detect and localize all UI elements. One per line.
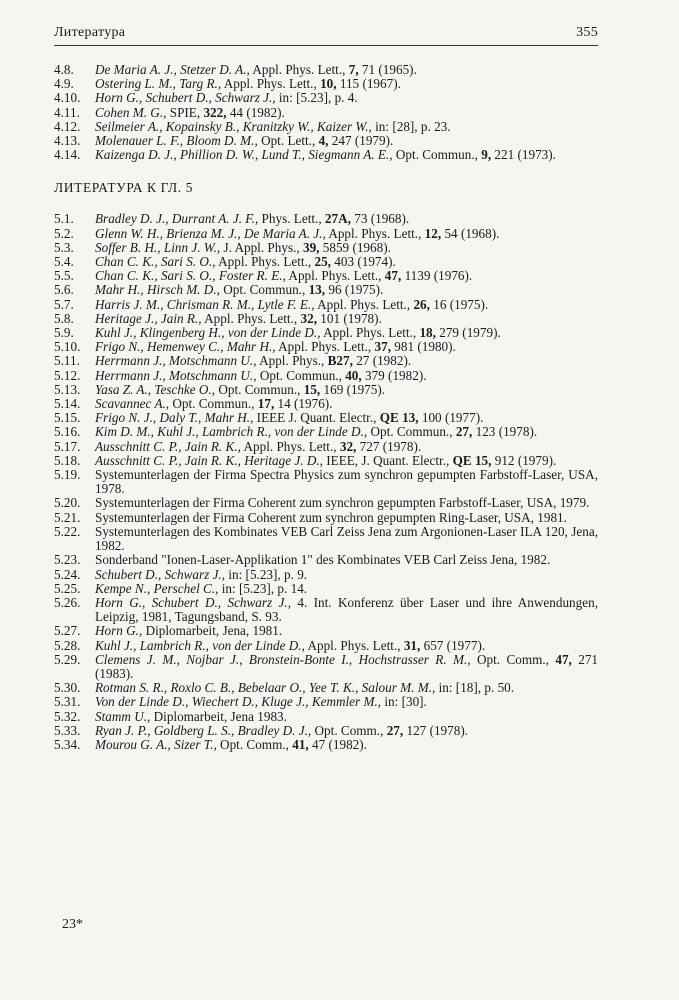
reference-number: 5.24. — [54, 566, 81, 582]
reference-item — [54, 653, 598, 681]
reference-item — [54, 106, 598, 120]
reference-item — [54, 454, 598, 468]
reference-authors: Cohen M. G., — [95, 104, 167, 120]
reference-item — [54, 738, 598, 752]
reference-text — [95, 596, 598, 624]
reference-pages-year: 73 (1968). — [350, 211, 410, 227]
reference-text — [95, 397, 598, 411]
reference-authors: Scavannec A., — [95, 396, 170, 412]
reference-pages-year: 403 (1974). — [330, 254, 396, 270]
reference-source: Diplomarbeit, Jena 1983. — [150, 708, 287, 724]
reference-text — [95, 468, 598, 496]
reference-volume: 31, — [403, 637, 421, 653]
reference-pages-year: 100 (1977). — [418, 410, 484, 426]
running-header — [54, 22, 598, 44]
reference-text — [95, 298, 598, 312]
reference-pages-year: 115 (1967). — [336, 76, 401, 92]
reference-authors: Kaizenga D. J., Phillion D. W., Lund T., Siegmann A. E., — [95, 147, 393, 163]
reference-volume: 26, — [413, 296, 430, 312]
reference-item — [54, 624, 598, 638]
reference-source: Opt. Commun., — [367, 424, 456, 440]
references-chapter-5 — [54, 212, 598, 752]
reference-text — [95, 695, 598, 709]
reference-item — [54, 440, 598, 454]
reference-authors: Herrmann J., Motschmann U., — [95, 353, 257, 369]
reference-pages-year: 727 (1978). — [356, 438, 422, 454]
reference-volume: 37, — [374, 339, 391, 355]
reference-authors: Schubert D., Schwarz J., — [95, 566, 226, 582]
reference-text — [95, 496, 598, 510]
reference-pages-year: 47 (1982). — [308, 736, 367, 752]
reference-source: Opt. Comm., — [216, 736, 293, 752]
reference-source: Opt. Commun., — [392, 147, 482, 163]
reference-item — [54, 411, 598, 425]
reference-number: 5.8. — [54, 310, 74, 326]
reference-authors: Kuhl J., Lambrich R., von der Linde D., — [95, 637, 305, 653]
reference-volume: 41, — [292, 736, 309, 752]
reference-authors: Herrmann J., Motschmann U., — [95, 367, 257, 383]
reference-volume: 18, — [419, 325, 436, 341]
reference-authors: Kuhl J., Klingenberg H., von der Linde D., — [95, 325, 321, 341]
reference-pages-year: 279 (1979). — [435, 325, 501, 341]
reference-item — [54, 255, 598, 269]
reference-item — [54, 134, 598, 148]
reference-pages-year: 101 (1978). — [316, 310, 382, 326]
reference-text — [95, 91, 598, 105]
reference-text — [95, 553, 598, 567]
reference-number: 5.1. — [54, 211, 74, 227]
reference-number: 5.21. — [54, 509, 81, 525]
reference-number: 5.33. — [54, 722, 81, 738]
reference-volume: 27, — [386, 722, 404, 738]
reference-source: Opt. Lett., — [257, 133, 319, 149]
reference-number: 5.13. — [54, 381, 81, 397]
reference-pages-year: 5859 (1968). — [319, 239, 391, 255]
reference-number: 5.32. — [54, 708, 81, 724]
reference-text — [95, 241, 598, 255]
reference-authors: Ausschnitt C. P., Jain R. K., — [95, 438, 241, 454]
reference-number: 5.30. — [54, 680, 81, 696]
reference-authors: De Maria A. J., Stetzer D. A., — [95, 62, 250, 77]
reference-item — [54, 425, 598, 439]
header-rule — [54, 45, 598, 46]
reference-source: Opt. Commun., — [219, 282, 309, 298]
reference-item — [54, 63, 598, 77]
reference-number: 5.17. — [54, 438, 81, 454]
reference-text — [95, 383, 598, 397]
reference-authors: Frigo N. J., Daly T., Mahr H., — [95, 410, 254, 426]
reference-text — [95, 227, 598, 241]
reference-text — [95, 354, 598, 368]
reference-item — [54, 298, 598, 312]
reference-pages-year: 123 (1978). — [472, 424, 538, 440]
reference-number: 5.29. — [54, 651, 81, 667]
reference-pages-year: 169 (1975). — [320, 381, 386, 397]
reference-item — [54, 496, 598, 510]
reference-volume: 27, — [455, 424, 473, 440]
reference-source: Appl. Phys. Lett., — [275, 339, 375, 355]
reference-text — [95, 425, 598, 439]
reference-text — [95, 269, 598, 283]
reference-number: 5.7. — [54, 296, 74, 312]
reference-authors: Frigo N., Hemenwey C., Mahr H., — [95, 339, 276, 355]
reference-text — [95, 639, 598, 653]
reference-text — [95, 525, 598, 553]
reference-source: Opt. Comm., — [311, 722, 387, 738]
reference-number: 5.18. — [54, 452, 81, 468]
reference-item — [54, 511, 598, 525]
reference-item — [54, 468, 598, 496]
reference-text — [95, 411, 598, 425]
reference-number: 4.14. — [54, 147, 81, 163]
reference-volume: 10, — [320, 76, 337, 92]
reference-number: 5.22. — [54, 523, 81, 539]
reference-item — [54, 695, 598, 709]
reference-authors: Bradley D. J., Durrant A. J. F., — [95, 211, 259, 227]
reference-text — [95, 568, 598, 582]
reference-source: Appl. Phys., — [256, 353, 328, 369]
reference-source: SPIE, — [166, 104, 204, 120]
reference-authors: Chan C. K., Sari S. O., — [95, 254, 216, 270]
reference-authors: Seilmeier A., Kopainsky B., Kranitzky W., Kaizer W., — [95, 118, 372, 134]
reference-item — [54, 681, 598, 695]
reference-source: Systemunterlagen der Firma Coherent zum synchron gepumpten Farbstoff-Laser, USA, 1979. — [95, 495, 590, 511]
reference-text — [95, 283, 598, 297]
reference-number: 5.10. — [54, 339, 81, 355]
reference-source: Diplomarbeit, Jena, 1981. — [142, 623, 283, 639]
reference-volume: 9, — [481, 147, 492, 163]
reference-volume: QE 13, — [379, 410, 419, 426]
reference-authors: Kim D. M., Kuhl J., Lambrich R., von der Linde D., — [95, 424, 368, 440]
reference-volume: 27A, — [324, 211, 351, 227]
reference-source: Appl. Phys. Lett., — [249, 62, 349, 77]
reference-text — [95, 511, 598, 525]
reference-authors: Von der Linde D., Wiechert D., Kluge J., Kemmler M., — [95, 694, 382, 710]
reference-source: Appl. Phys. Lett., — [314, 296, 414, 312]
reference-pages-year: 71 (1965). — [358, 62, 417, 77]
reference-number: 4.11. — [54, 104, 80, 120]
reference-text — [95, 77, 598, 91]
reference-item — [54, 639, 598, 653]
reference-pages-year: 27 (1982). — [352, 353, 412, 369]
reference-number: 5.15. — [54, 410, 81, 426]
reference-pages-year: 16 (1975). — [429, 296, 489, 312]
reference-source: Appl. Phys. Lett., — [304, 637, 404, 653]
reference-authors: Yasa Z. A., Teschke O., — [95, 381, 216, 397]
reference-item — [54, 397, 598, 411]
reference-pages-year: 912 (1979). — [491, 452, 557, 468]
reference-source: Appl. Phys. Lett., — [240, 438, 340, 454]
page-number: 355 — [576, 25, 598, 40]
reference-text — [95, 63, 598, 77]
reference-source: in: [5.23], p. 9. — [225, 566, 308, 582]
reference-authors: Harris J. M., Chrisman R. M., Lytle F. E., — [95, 296, 315, 312]
reference-pages-year: 379 (1982). — [361, 367, 427, 383]
reference-text — [95, 312, 598, 326]
reference-number: 5.14. — [54, 396, 81, 412]
reference-item — [54, 312, 598, 326]
reference-number: 5.4. — [54, 254, 74, 270]
reference-source: J. Appl. Phys., — [220, 239, 303, 255]
reference-authors: Clemens J. M., Nojbar J., Bronstein-Bonte I., Hochstrasser R. M., — [95, 651, 471, 667]
reference-source: Opt. Commun., — [215, 381, 304, 397]
reference-text — [95, 440, 598, 454]
reference-text — [95, 120, 598, 134]
reference-authors: Molenauer L. F., Bloom D. M., — [95, 133, 258, 149]
reference-item — [54, 553, 598, 567]
reference-number: 5.5. — [54, 268, 74, 284]
reference-number: 5.3. — [54, 239, 74, 255]
reference-pages-year: 981 (1980). — [390, 339, 456, 355]
reference-authors: Ryan J. P., Goldberg L. S., Bradley D. J., — [95, 722, 312, 738]
reference-authors: Ausschnitt C. P., Jain R. K., Heritage J. D., — [95, 452, 323, 468]
reference-text — [95, 710, 598, 724]
reference-number: 4.10. — [54, 90, 81, 106]
reference-pages-year: 14 (1976). — [274, 396, 333, 412]
reference-source: Appl. Phys. Lett., — [221, 76, 321, 92]
reference-volume: QE 15, — [452, 452, 492, 468]
reference-authors: Mahr H., Hirsch M. D., — [95, 282, 220, 298]
reference-number: 5.6. — [54, 282, 74, 298]
reference-volume: B27, — [327, 353, 353, 369]
reference-volume: 32, — [300, 310, 317, 326]
reference-number: 5.28. — [54, 637, 81, 653]
reference-source: Appl. Phys. Lett., — [325, 225, 425, 241]
reference-source: Appl. Phys. Lett., — [201, 310, 301, 326]
reference-item — [54, 383, 598, 397]
reference-text — [95, 653, 598, 681]
reference-pages-year: 44 (1982). — [226, 104, 285, 120]
reference-authors: Horn G., Schubert D., Schwarz J., — [95, 90, 276, 106]
reference-text — [95, 148, 598, 162]
reference-pages-year: 96 (1975). — [325, 282, 384, 298]
reference-authors: Glenn W. H., Brienza M. J., De Maria A. J., — [95, 225, 326, 241]
reference-item — [54, 212, 598, 226]
reference-number: 4.12. — [54, 118, 81, 134]
reference-pages-year: 221 (1973). — [491, 147, 556, 163]
reference-source: Opt. Commun., — [169, 396, 258, 412]
reference-authors: Stamm U., — [95, 708, 151, 724]
reference-number: 5.16. — [54, 424, 81, 440]
reference-source: Opt. Commun., — [256, 367, 346, 383]
reference-volume: 47, — [384, 268, 402, 284]
reference-source: Appl. Phys. Lett., — [285, 268, 385, 284]
reference-volume: 13, — [308, 282, 326, 298]
reference-text — [95, 106, 598, 120]
reference-pages-year: 54 (1968). — [441, 225, 500, 241]
reference-text — [95, 724, 598, 738]
reference-item — [54, 77, 598, 91]
reference-item — [54, 120, 598, 134]
reference-source: in: [5.23], p. 14. — [218, 580, 308, 596]
reference-volume: 47, — [555, 651, 572, 667]
reference-volume: 12, — [424, 225, 442, 241]
reference-item — [54, 326, 598, 340]
reference-text — [95, 212, 598, 226]
reference-text — [95, 582, 598, 596]
reference-source: in: [28], p. 23. — [371, 118, 451, 134]
reference-item — [54, 283, 598, 297]
reference-number: 5.34. — [54, 736, 81, 752]
reference-authors: Rotman S. R., Roxlo C. B., Bebelaar O., Yee T. K., Salour M. M., — [95, 680, 436, 696]
reference-volume: 40, — [345, 367, 362, 383]
reference-authors: Heritage J., Jain R., — [95, 310, 202, 326]
reference-source: 4. Int. Konferenz über Laser und ihre Anwendungen, Leipzig, 1981, Tagungsband, S. 93. — [95, 594, 598, 625]
running-title: Литература — [54, 25, 126, 40]
reference-source: Sonderband "Ionen-Laser-Applikation 1" des Kombinates VEB Carl Zeiss Jena, 1982. — [95, 552, 551, 568]
reference-item — [54, 596, 598, 624]
reference-number: 5.19. — [54, 467, 81, 483]
reference-authors: Horn G., Schubert D., Schwarz J., — [95, 594, 291, 610]
reference-source: Systemunterlagen der Firma Spectra Physics zum synchron gepumpten Farbstoff-Laser, USA, 1978. — [95, 467, 598, 497]
reference-authors: Mourou G. A., Sizer T., — [95, 736, 217, 752]
reference-text — [95, 624, 598, 638]
reference-item — [54, 340, 598, 354]
reference-number: 4.9. — [54, 76, 74, 92]
reference-source: Appl. Phys. Lett., — [320, 325, 420, 341]
reference-volume: 32, — [339, 438, 357, 454]
reference-item — [54, 525, 598, 553]
reference-item — [54, 568, 598, 582]
reference-number: 5.27. — [54, 623, 81, 639]
reference-number: 5.9. — [54, 325, 74, 341]
reference-volume: 17, — [257, 396, 275, 412]
section-heading: ЛИТЕРАТУРА К ГЛ. 5 — [54, 180, 194, 196]
reference-text — [95, 738, 598, 752]
reference-authors: Soffer B. H., Linn J. W., — [95, 239, 221, 255]
reference-pages-year: 127 (1978). — [403, 722, 469, 738]
reference-source: in: [18], p. 50. — [435, 680, 515, 696]
reference-item — [54, 354, 598, 368]
reference-source: IEEE J. Quant. Electr., — [253, 410, 380, 426]
reference-text — [95, 134, 598, 148]
reference-authors: Horn G., — [95, 623, 143, 639]
reference-authors: Ostering L. M., Targ R., — [95, 76, 222, 92]
reference-pages-year: 657 (1977). — [420, 637, 486, 653]
reference-text — [95, 681, 598, 695]
reference-text — [95, 326, 598, 340]
reference-item — [54, 241, 598, 255]
reference-number: 5.23. — [54, 552, 81, 568]
reference-number: 4.13. — [54, 133, 81, 149]
signature-mark: 23* — [62, 917, 83, 932]
reference-source: in: [5.23], p. 4. — [275, 90, 358, 106]
reference-item — [54, 724, 598, 738]
reference-number: 5.12. — [54, 367, 81, 383]
reference-volume: 25, — [314, 254, 331, 270]
references-chapter-4 — [54, 63, 598, 162]
reference-source: in: [30]. — [381, 694, 427, 710]
reference-item — [54, 148, 598, 162]
reference-item — [54, 582, 598, 596]
reference-pages-year: 271 (1983). — [95, 651, 599, 681]
reference-text — [95, 454, 598, 468]
reference-pages-year: 247 (1979). — [328, 133, 394, 149]
reference-pages-year: 1139 (1976). — [401, 268, 473, 284]
reference-item — [54, 227, 598, 241]
reference-source: Appl. Phys. Lett., — [215, 254, 315, 270]
reference-source: Systemunterlagen des Kombinates VEB Carl Zeiss Jena zum Argonionen-Laser ILA 120, Jena, 1982. — [95, 523, 598, 554]
reference-item — [54, 710, 598, 724]
reference-item — [54, 91, 598, 105]
reference-list — [54, 63, 598, 752]
reference-number: 5.26. — [54, 594, 81, 610]
reference-source: Opt. Comm., — [470, 651, 556, 667]
reference-volume: 15, — [303, 381, 321, 397]
reference-number: 5.31. — [54, 694, 81, 710]
reference-volume: 39, — [302, 239, 320, 255]
reference-text — [95, 255, 598, 269]
reference-authors: Kempe N., Perschel C., — [95, 580, 219, 596]
reference-item — [54, 369, 598, 383]
reference-number: 4.8. — [54, 62, 74, 77]
reference-volume: 4, — [318, 133, 329, 149]
reference-volume: 322, — [203, 104, 227, 120]
reference-volume: 7, — [348, 62, 359, 77]
reference-number: 5.11. — [54, 353, 80, 369]
reference-authors: Chan C. K., Sari S. O., Foster R. E., — [95, 268, 286, 284]
reference-text — [95, 340, 598, 354]
reference-text — [95, 369, 598, 383]
reference-source: Phys. Lett., — [258, 211, 325, 227]
reference-source: Systemunterlagen der Firma Coherent zum synchron gepumpten Ring-Laser, USA, 1981. — [95, 509, 567, 525]
reference-number: 5.20. — [54, 495, 81, 511]
reference-number: 5.25. — [54, 580, 81, 596]
reference-source: IEEE, J. Quant. Electr., — [322, 452, 453, 468]
reference-item — [54, 269, 598, 283]
reference-number: 5.2. — [54, 225, 74, 241]
